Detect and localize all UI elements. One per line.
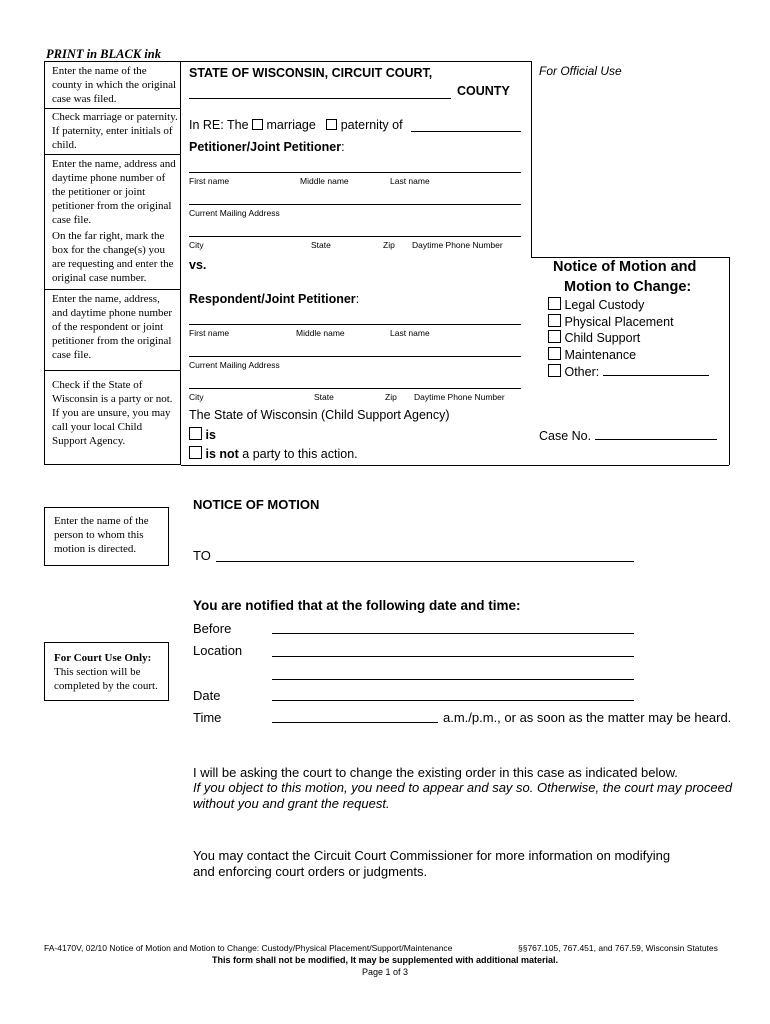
petitioner-phone-label: Daytime Phone Number: [412, 240, 503, 250]
state-is-row: [189, 427, 216, 442]
respondent-city-label: City: [189, 392, 204, 402]
vs-label: vs.: [189, 258, 207, 272]
state-is-not-row: [189, 446, 358, 461]
petitioner-last-name-label: Last name: [390, 176, 430, 186]
petitioner-address-line[interactable]: [189, 204, 521, 205]
notice-heading: NOTICE OF MOTION: [193, 497, 320, 512]
to-label: TO: [193, 548, 211, 563]
respondent-heading: Respondent/Joint Petitioner:: [189, 292, 360, 306]
location-line-1[interactable]: [272, 656, 634, 657]
marriage-checkbox[interactable]: [252, 119, 263, 130]
child-support-checkbox[interactable]: [548, 330, 561, 343]
petitioner-name-line[interactable]: [189, 172, 521, 173]
case-no-line[interactable]: [595, 427, 717, 440]
court-title: STATE OF WISCONSIN, CIRCUIT COURT,: [189, 66, 433, 80]
instruction-respondent: Enter the name, address, and daytime phone number of the respondent or joint petitioner from the original case file.: [52, 293, 173, 361]
time-suffix: a.m./p.m., or as soon as the matter may be heard.: [443, 710, 732, 725]
instruction-marriage: Check marriage or paternity. If paternity, enter initials of child.: [52, 111, 178, 151]
location-label: Location: [193, 643, 243, 658]
petitioner-first-name-label: First name: [189, 176, 230, 186]
form-id: FA-4170V, 02/10 Notice of Motion and Motion to Change: Custody/Physical Placement/Support/Maintenance: [44, 943, 453, 953]
case-no-label: Case No.: [539, 429, 592, 443]
modification-notice: This form shall not be modified, It may be supplemented with additional material.: [211, 955, 559, 965]
court-use-text: For Court Use Only: This section will be completed by the court.: [54, 652, 158, 692]
respondent-last-name-label: Last name: [390, 328, 430, 338]
respondent-name-line[interactable]: [189, 324, 521, 325]
statutes: §§767.105, 767.451, and 767.59, Wisconsin Statutes: [518, 943, 718, 953]
respondent-address-label: Current Mailing Address: [189, 360, 280, 370]
location-line-2[interactable]: [272, 679, 634, 680]
paternity-label: paternity of: [340, 118, 403, 132]
county-name-line[interactable]: [189, 98, 451, 99]
state-agency-label: The State of Wisconsin (Child Support Agency): [189, 408, 450, 422]
state-is-checkbox[interactable]: [189, 427, 202, 440]
petitioner-address-label: Current Mailing Address: [189, 208, 280, 218]
contact-text: You may contact the Circuit Court Commissioner for more information on modifying and enforcing court orders or judgments.: [193, 848, 671, 879]
petitioner-middle-name-label: Middle name: [300, 176, 349, 186]
legal-custody-checkbox[interactable]: [548, 297, 561, 310]
other-input-line[interactable]: [603, 363, 709, 376]
instruction-person: Enter the name of the person to whom this motion is directed.: [54, 515, 149, 555]
respondent-phone-label: Daytime Phone Number: [414, 392, 505, 402]
to-line[interactable]: [216, 561, 634, 562]
physical-placement-checkbox[interactable]: [548, 314, 561, 327]
page-number: Page 1 of 3: [361, 967, 409, 977]
before-label: Before: [193, 621, 232, 636]
motion-title-line2: Motion to Change:: [564, 279, 692, 295]
option-legal-custody[interactable]: Legal Custody: [548, 297, 709, 314]
asking-text: I will be asking the court to change the existing order in this case as indicated below.: [193, 765, 678, 780]
option-maintenance[interactable]: Maintenance: [548, 347, 709, 364]
respondent-middle-name-label: Middle name: [296, 328, 345, 338]
paternity-checkbox[interactable]: [326, 119, 337, 130]
other-checkbox[interactable]: [548, 364, 561, 377]
county-label: COUNTY: [457, 84, 510, 98]
respondent-address-line[interactable]: [189, 356, 521, 357]
state-is-not-label: is not: [205, 447, 239, 461]
case-no-row: [539, 427, 717, 443]
state-is-label: is: [205, 428, 216, 442]
respondent-city-line[interactable]: [189, 388, 521, 389]
date-line[interactable]: [272, 700, 634, 701]
time-line[interactable]: [272, 722, 438, 723]
petitioner-heading: Petitioner/Joint Petitioner:: [189, 140, 345, 154]
notified-heading: You are notified that at the following date and time:: [193, 598, 521, 613]
marriage-label: marriage: [266, 118, 316, 132]
motion-options: [548, 297, 709, 381]
official-use-label: For Official Use: [539, 64, 622, 78]
before-line[interactable]: [272, 633, 634, 634]
in-re-label: In RE: The: [189, 118, 249, 132]
respondent-zip-label: Zip: [385, 392, 397, 402]
option-physical-placement[interactable]: Physical Placement: [548, 314, 709, 331]
state-is-not-checkbox[interactable]: [189, 446, 202, 459]
option-child-support[interactable]: Child Support: [548, 330, 709, 347]
time-label: Time: [193, 710, 222, 725]
option-other[interactable]: Other:: [548, 363, 709, 381]
in-re-line: [189, 118, 403, 132]
petitioner-city-label: City: [189, 240, 204, 250]
instruction-far-right: On the far right, mark the box for the change(s) you are requesting and enter the original case number.: [52, 230, 174, 284]
instruction-state-party: Check if the State of Wisconsin is a party or not. If you are unsure, you may call your local Child Support Agency.: [52, 379, 173, 447]
print-note: PRINT in BLACK ink: [46, 47, 161, 61]
party-label: a party to this action.: [238, 447, 358, 461]
paternity-initials-line[interactable]: [411, 131, 521, 132]
maintenance-checkbox[interactable]: [548, 347, 561, 360]
petitioner-state-label: State: [311, 240, 331, 250]
respondent-state-label: State: [314, 392, 334, 402]
petitioner-city-line[interactable]: [189, 236, 521, 237]
instruction-petitioner: Enter the name, address and daytime phone number of the petitioner or joint petitioner from the original case file.: [52, 158, 176, 226]
respondent-first-name-label: First name: [189, 328, 230, 338]
petitioner-zip-label: Zip: [383, 240, 395, 250]
object-text: If you object to this motion, you need to appear and say so. Otherwise, the court may proceed without you and grant the request.: [193, 780, 733, 811]
instruction-county: Enter the name of the county in which the original case was filed.: [52, 65, 177, 105]
date-label: Date: [193, 688, 221, 703]
motion-title-line1: Notice of Motion and: [553, 259, 697, 275]
